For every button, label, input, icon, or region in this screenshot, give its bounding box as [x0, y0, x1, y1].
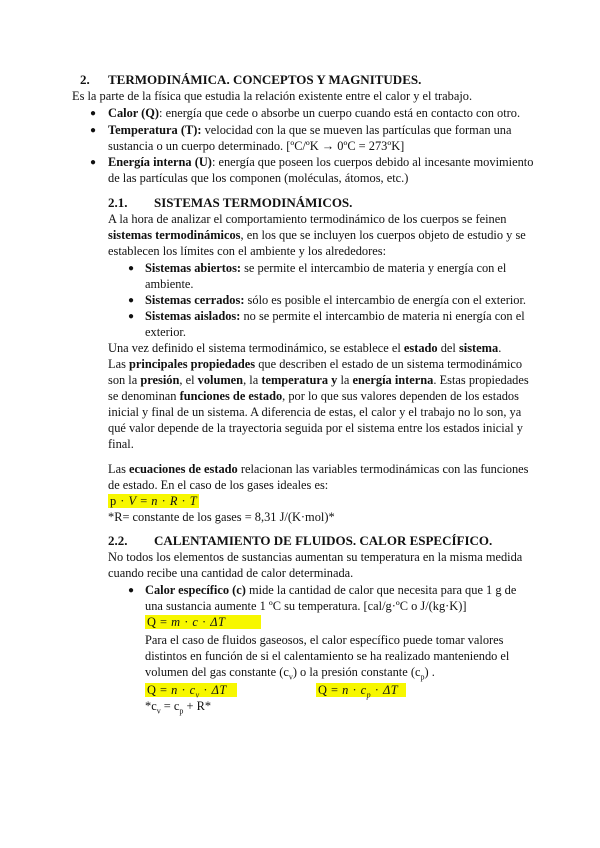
- bullet-sistemas-cerrados: Sistemas cerrados: sólo es posible el intercambio de energía con el exterior.: [145, 293, 527, 307]
- section-2-intro: Es la parte de la física que estudia la relación existente entre el calor y el trabajo.: [72, 89, 473, 103]
- bullet-sistemas-aislados-cont: exterior.: [145, 325, 186, 339]
- section-2-2-heading: [108, 533, 492, 549]
- section-2-1-heading: [108, 195, 352, 211]
- paragraph-line: Las principales propiedades que describen el estado de un sistema termodinámico: [108, 357, 523, 371]
- paragraph-line: establecen los límites con el ambiente y los alrededores:: [108, 244, 387, 258]
- paragraph-line: Una vez definido el sistema termodinámico, se establece el estado del sistema.: [108, 341, 502, 355]
- paragraph-line: distintos en función de si el calentamiento se ha realizado manteniendo el: [145, 649, 510, 663]
- bullet-icon: ●: [128, 295, 135, 306]
- paragraph-line: Para el caso de fluidos gaseosos, el calor específico puede tomar valores: [145, 633, 504, 647]
- bullet-icon: ●: [90, 157, 97, 168]
- paragraph-line: de estado. En el caso de los gases ideales es:: [108, 478, 329, 492]
- bullet-icon: ●: [128, 585, 135, 596]
- paragraph-line: No todos los elementos de sustancias aumentan su temperatura en la misma medida: [108, 550, 523, 564]
- specific-heat-formula: Q = m · c · ΔT: [145, 614, 261, 630]
- bullet-temperatura: Temperatura (T): velocidad con la que se mueven las partículas que forman una: [108, 123, 512, 137]
- bullet-calor-especifico-cont: una sustancia aumente 1 ºC su temperatura. [cal/g·ºC o J/(kg·K)]: [145, 599, 467, 613]
- mayer-relation: $*c_v = c_p + R*$: [145, 699, 212, 716]
- paragraph-line: se denominan funciones de estado, por lo que sus valores dependen de los estados: [108, 389, 519, 403]
- bullet-icon: ●: [128, 263, 135, 274]
- paragraph-line: Las ecuaciones de estado relacionan las variables termodinámicas con las funciones: [108, 462, 529, 476]
- bullet-sistemas-aislados: Sistemas aislados: no se permite el intercambio de materia ni energía con el: [145, 309, 525, 323]
- bullet-icon: ●: [90, 108, 97, 119]
- section-title: SISTEMAS TERMODINÁMICOS.: [154, 195, 353, 210]
- section-title: CALENTAMIENTO DE FLUIDOS. CALOR ESPECÍFICO.: [154, 533, 493, 548]
- bullet-sistemas-abiertos-cont: ambiente.: [145, 277, 194, 291]
- paragraph-line: sistemas termodinámicos, en los que se incluyen los cuerpos objeto de estudio y se: [108, 228, 526, 242]
- formula-constant-volume: $Q = n \cdot c_v \cdot \Delta T$: [145, 682, 237, 698]
- section-number: 2.1.: [108, 195, 128, 210]
- paragraph-line: final.: [108, 437, 134, 451]
- section-number: 2.: [80, 72, 90, 87]
- paragraph-line: A la hora de analizar el comportamiento termodinámico de los cuerpos se feinen: [108, 212, 507, 226]
- bullet-energia-interna-cont: de las partículas que los componen (moléculas, átomos, etc.): [108, 171, 409, 185]
- bullet-calor: Calor (Q): energía que cede o absorbe un cuerpo cuando está en contacto con otro.: [108, 106, 521, 120]
- bullet-calor-especifico: Calor específico (c) mide la cantidad de calor que necesita para que 1 g de: [145, 583, 517, 597]
- formula-constant-pressure: $Q = n \cdot c_p \cdot \Delta T$: [316, 682, 406, 698]
- paragraph-line: son la presión, el volumen, la temperatura y la energía interna. Estas propiedades: [108, 373, 529, 387]
- bullet-sistemas-abiertos: Sistemas abiertos: se permite el intercambio de materia y energía con el: [145, 261, 507, 275]
- paragraph-line: inicial y final de un sistema. A diferencia de estas, el calor y el trabajo no lo son, ya: [108, 405, 522, 419]
- paragraph-line: cuando recibe una cantidad de calor determinada.: [108, 566, 354, 580]
- bullet-icon: ●: [128, 311, 135, 322]
- section-2-heading: [80, 72, 421, 88]
- section-number: 2.2.: [108, 533, 128, 548]
- bullet-energia-interna: Energía interna (U): energía que poseen los cuerpos debido al incesante movimiento: [108, 155, 534, 169]
- bullet-temperatura-cont: sustancia o un cuerpo determinado. [ºC/ºK → 0ºC = 273ºK]: [108, 139, 405, 153]
- gas-constant-note: *R= constante de los gases = 8,31 J/(K·mol)*: [108, 510, 335, 524]
- paragraph-line: qué valor depende de la trayectoria seguida por el sistema entre los estados inicial y: [108, 421, 523, 435]
- paragraph-line: volumen del gas constante $(c_v)$ o la presión constante $(c_p)$ .: [145, 665, 435, 682]
- section-title: TERMODINÁMICA. CONCEPTOS Y MAGNITUDES.: [108, 72, 422, 87]
- ideal-gas-formula: p · V = n · R · T: [110, 494, 198, 508]
- bullet-icon: ●: [90, 125, 97, 136]
